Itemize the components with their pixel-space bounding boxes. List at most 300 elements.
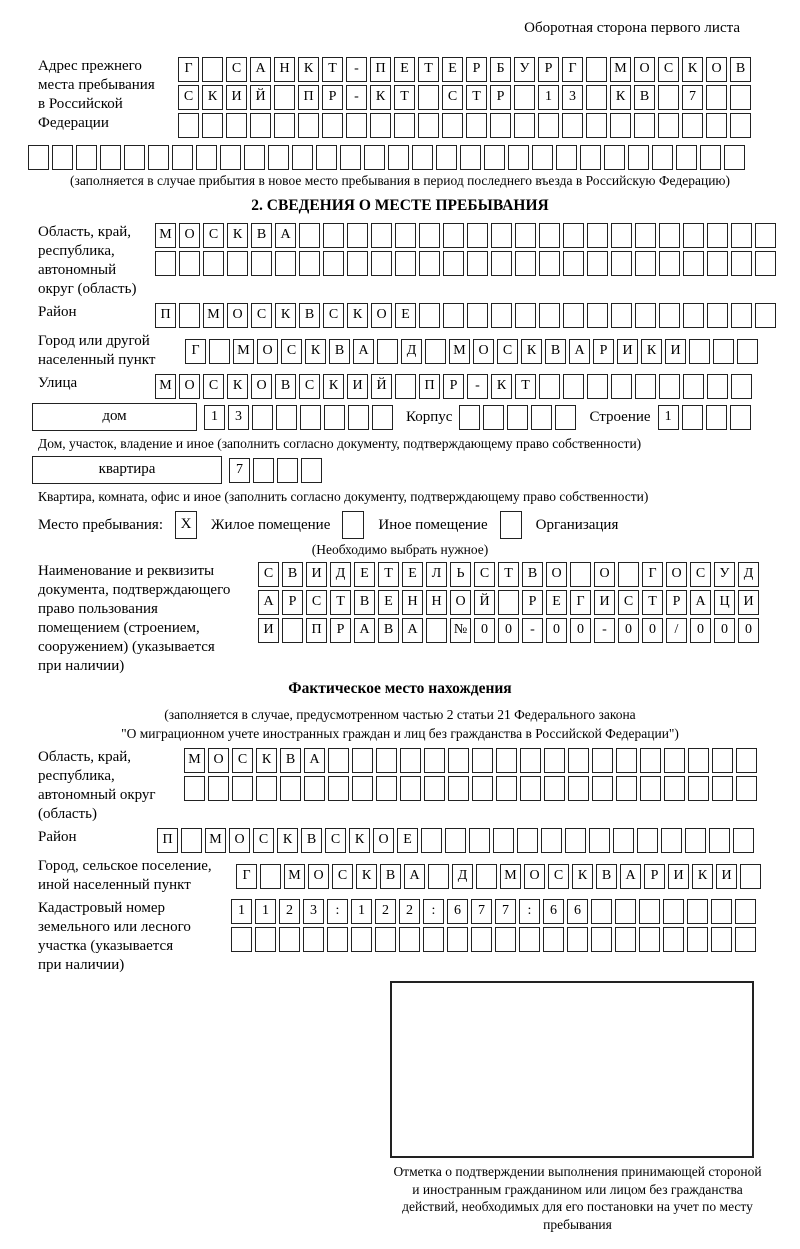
char-box: О bbox=[179, 223, 200, 248]
char-box bbox=[707, 223, 728, 248]
char-box bbox=[347, 251, 368, 276]
char-box bbox=[563, 374, 584, 399]
char-box bbox=[618, 562, 639, 587]
char-box: Т bbox=[515, 374, 536, 399]
char-box: П bbox=[306, 618, 327, 643]
char-box bbox=[352, 748, 373, 773]
char-box bbox=[181, 828, 202, 853]
char-box: С bbox=[618, 590, 639, 615]
char-box bbox=[460, 145, 481, 170]
char-box: Г bbox=[562, 57, 583, 82]
char-box: П bbox=[419, 374, 440, 399]
char-box: 6 bbox=[567, 899, 588, 924]
char-box: К bbox=[275, 303, 296, 328]
char-box: Ц bbox=[714, 590, 735, 615]
char-box bbox=[274, 113, 295, 138]
char-box bbox=[231, 927, 252, 952]
char-box: К bbox=[610, 85, 631, 110]
field-factual-oblast bbox=[8, 748, 792, 824]
char-box: Г bbox=[236, 864, 257, 889]
char-box bbox=[275, 251, 296, 276]
char-box: К bbox=[277, 828, 298, 853]
char-box bbox=[755, 223, 776, 248]
char-box bbox=[226, 113, 247, 138]
char-box bbox=[659, 251, 680, 276]
char-box: 3 bbox=[228, 405, 249, 430]
char-box: С bbox=[203, 374, 224, 399]
char-box: А bbox=[354, 618, 375, 643]
char-box: Н bbox=[426, 590, 447, 615]
char-box bbox=[418, 113, 439, 138]
char-box bbox=[563, 251, 584, 276]
box-row bbox=[184, 776, 760, 801]
char-box: С bbox=[258, 562, 279, 587]
char-box bbox=[682, 405, 703, 430]
char-box bbox=[591, 927, 612, 952]
char-box bbox=[735, 899, 756, 924]
char-box bbox=[347, 223, 368, 248]
char-box: А bbox=[250, 57, 271, 82]
char-box bbox=[659, 374, 680, 399]
char-box: А bbox=[404, 864, 425, 889]
char-box bbox=[634, 113, 655, 138]
char-box: И bbox=[347, 374, 368, 399]
char-box: К bbox=[682, 57, 703, 82]
char-box: К bbox=[202, 85, 223, 110]
char-box: И bbox=[665, 339, 686, 364]
factual-title: Фактическое место нахождения bbox=[288, 680, 512, 697]
char-box: Т bbox=[642, 590, 663, 615]
char-box bbox=[280, 776, 301, 801]
ulitsa-label: Улица bbox=[38, 375, 78, 391]
char-box: М bbox=[155, 374, 176, 399]
char-box bbox=[202, 57, 223, 82]
char-box: О bbox=[373, 828, 394, 853]
row-mesto-prebyvaniya bbox=[8, 511, 792, 539]
char-box bbox=[493, 828, 514, 853]
char-box bbox=[514, 85, 535, 110]
char-box: С bbox=[203, 223, 224, 248]
char-box bbox=[676, 145, 697, 170]
char-box bbox=[587, 251, 608, 276]
char-box bbox=[541, 828, 562, 853]
char-box bbox=[323, 223, 344, 248]
char-box: Л bbox=[426, 562, 447, 587]
char-box bbox=[364, 145, 385, 170]
char-box: Ь bbox=[450, 562, 471, 587]
char-box bbox=[300, 405, 321, 430]
char-box: П bbox=[157, 828, 178, 853]
char-box: Д bbox=[452, 864, 473, 889]
char-box bbox=[428, 864, 449, 889]
char-box: Т bbox=[498, 562, 519, 587]
char-box bbox=[730, 405, 751, 430]
char-box: В bbox=[251, 223, 272, 248]
char-box: М bbox=[500, 864, 521, 889]
field-document bbox=[8, 562, 792, 676]
char-box: Е bbox=[394, 57, 415, 82]
char-box: М bbox=[205, 828, 226, 853]
char-box bbox=[399, 927, 420, 952]
char-box: Р bbox=[330, 618, 351, 643]
char-box bbox=[394, 113, 415, 138]
char-box: О bbox=[634, 57, 655, 82]
char-box bbox=[616, 776, 637, 801]
char-box bbox=[659, 223, 680, 248]
char-box bbox=[755, 251, 776, 276]
char-box: С bbox=[178, 85, 199, 110]
char-box bbox=[124, 145, 145, 170]
char-box bbox=[683, 374, 704, 399]
char-box: В bbox=[280, 748, 301, 773]
char-box: В bbox=[522, 562, 543, 587]
char-box bbox=[340, 145, 361, 170]
char-box bbox=[563, 223, 584, 248]
char-box: И bbox=[258, 618, 279, 643]
char-box: Д bbox=[738, 562, 759, 587]
char-box: К bbox=[521, 339, 542, 364]
kvartira-note: Квартира, комната, офис и иное (заполнить согласно документу, подтверждающему право собственности) bbox=[38, 489, 649, 504]
box-row bbox=[157, 828, 757, 853]
char-box bbox=[491, 303, 512, 328]
char-box bbox=[711, 899, 732, 924]
char-box bbox=[604, 145, 625, 170]
char-box: О bbox=[227, 303, 248, 328]
char-box bbox=[658, 85, 679, 110]
row-dom bbox=[8, 403, 792, 431]
char-box bbox=[328, 748, 349, 773]
raion-label: Район bbox=[38, 304, 77, 320]
char-box bbox=[663, 899, 684, 924]
char-box: У bbox=[514, 57, 535, 82]
char-box bbox=[635, 251, 656, 276]
char-box bbox=[508, 145, 529, 170]
char-box: - bbox=[467, 374, 488, 399]
box-row bbox=[184, 748, 760, 773]
char-box bbox=[730, 85, 751, 110]
char-box bbox=[448, 748, 469, 773]
char-box bbox=[178, 113, 199, 138]
char-box bbox=[713, 339, 734, 364]
char-box bbox=[515, 303, 536, 328]
char-box bbox=[424, 748, 445, 773]
char-box bbox=[688, 748, 709, 773]
char-box bbox=[376, 748, 397, 773]
char-box: С bbox=[548, 864, 569, 889]
char-box: М bbox=[203, 303, 224, 328]
option-inoe-label: Иное помещение bbox=[378, 516, 488, 533]
char-box: И bbox=[594, 590, 615, 615]
char-box bbox=[544, 776, 565, 801]
char-box: Е bbox=[395, 303, 416, 328]
char-box bbox=[303, 927, 324, 952]
field-factual-raion bbox=[8, 828, 792, 853]
char-box bbox=[292, 145, 313, 170]
char-box bbox=[737, 339, 758, 364]
char-box bbox=[372, 405, 393, 430]
char-box: 0 bbox=[714, 618, 735, 643]
char-box: А bbox=[353, 339, 374, 364]
char-box bbox=[640, 748, 661, 773]
char-box bbox=[388, 145, 409, 170]
kadastr-label: Кадастровый номер земельного или лесного участка (указывается при наличии) bbox=[38, 900, 191, 973]
char-box: Б bbox=[490, 57, 511, 82]
char-box bbox=[443, 251, 464, 276]
char-box: Е bbox=[378, 590, 399, 615]
factual-note-line2: "О миграционном учете иностранных граждан и лиц без гражданства в Российской Федерации") bbox=[121, 726, 679, 741]
char-box bbox=[611, 223, 632, 248]
char-box: 6 bbox=[447, 899, 468, 924]
char-box bbox=[616, 748, 637, 773]
box-row bbox=[178, 113, 754, 138]
char-box bbox=[496, 748, 517, 773]
char-box: К bbox=[692, 864, 713, 889]
char-box: Н bbox=[274, 57, 295, 82]
char-box bbox=[256, 776, 277, 801]
char-box: А bbox=[275, 223, 296, 248]
char-box: / bbox=[666, 618, 687, 643]
char-box bbox=[253, 458, 274, 483]
char-box: К bbox=[572, 864, 593, 889]
char-box bbox=[731, 374, 752, 399]
checkbox-organizatsiya bbox=[500, 511, 522, 539]
char-box bbox=[628, 145, 649, 170]
char-box bbox=[520, 748, 541, 773]
char-box bbox=[260, 864, 281, 889]
option-zhiloe-label: Жилое помещение bbox=[211, 516, 331, 533]
char-box: С bbox=[497, 339, 518, 364]
box-row bbox=[155, 223, 779, 248]
char-box: К bbox=[227, 374, 248, 399]
char-box bbox=[371, 251, 392, 276]
char-box bbox=[731, 223, 752, 248]
char-box bbox=[706, 85, 727, 110]
char-box: В bbox=[730, 57, 751, 82]
char-box: - bbox=[522, 618, 543, 643]
char-box bbox=[252, 405, 273, 430]
char-box bbox=[639, 927, 660, 952]
char-box bbox=[689, 339, 710, 364]
char-box bbox=[52, 145, 73, 170]
char-box: № bbox=[450, 618, 471, 643]
field-kadastr bbox=[8, 899, 792, 975]
char-box bbox=[613, 828, 634, 853]
char-box: Р bbox=[644, 864, 665, 889]
char-box: С bbox=[306, 590, 327, 615]
char-box bbox=[685, 828, 706, 853]
char-box: 7 bbox=[682, 85, 703, 110]
char-box bbox=[469, 828, 490, 853]
char-box: 0 bbox=[570, 618, 591, 643]
char-box: К bbox=[347, 303, 368, 328]
char-box bbox=[731, 251, 752, 276]
char-box bbox=[324, 405, 345, 430]
char-box: М bbox=[184, 748, 205, 773]
char-box: 2 bbox=[399, 899, 420, 924]
char-box bbox=[532, 145, 553, 170]
checkbox-zhiloe: X bbox=[175, 511, 197, 539]
char-box bbox=[580, 145, 601, 170]
char-box bbox=[565, 828, 586, 853]
char-box: В bbox=[282, 562, 303, 587]
char-box bbox=[203, 251, 224, 276]
char-box bbox=[232, 776, 253, 801]
char-box bbox=[498, 590, 519, 615]
char-box: 6 bbox=[543, 899, 564, 924]
dom-field: дом bbox=[32, 403, 197, 431]
char-box: 1 bbox=[538, 85, 559, 110]
char-box: С bbox=[442, 85, 463, 110]
char-box bbox=[472, 748, 493, 773]
section2-title: 2. СВЕДЕНИЯ О МЕСТЕ ПРЕБЫВАНИЯ bbox=[251, 197, 549, 214]
option-organizatsiya-label: Организация bbox=[535, 516, 619, 533]
char-box bbox=[538, 113, 559, 138]
char-box: О bbox=[450, 590, 471, 615]
char-box bbox=[755, 303, 776, 328]
box-row bbox=[178, 85, 754, 110]
char-box bbox=[28, 145, 49, 170]
char-box bbox=[736, 748, 757, 773]
char-box: 3 bbox=[562, 85, 583, 110]
char-box bbox=[299, 251, 320, 276]
char-box bbox=[209, 339, 230, 364]
char-box bbox=[514, 113, 535, 138]
char-box bbox=[196, 145, 217, 170]
char-box bbox=[539, 303, 560, 328]
box-row bbox=[236, 864, 764, 889]
char-box bbox=[279, 927, 300, 952]
char-box bbox=[683, 223, 704, 248]
char-box: О bbox=[594, 562, 615, 587]
char-box: Г bbox=[570, 590, 591, 615]
char-box bbox=[328, 776, 349, 801]
char-box bbox=[436, 145, 457, 170]
char-box: Е bbox=[402, 562, 423, 587]
box-row bbox=[229, 458, 325, 483]
char-box bbox=[707, 374, 728, 399]
box-row bbox=[258, 618, 762, 643]
char-box bbox=[507, 405, 528, 430]
char-box bbox=[466, 113, 487, 138]
char-box bbox=[419, 251, 440, 276]
char-box: О bbox=[208, 748, 229, 773]
char-box: 7 bbox=[229, 458, 250, 483]
char-box: 1 bbox=[658, 405, 679, 430]
char-box: О bbox=[546, 562, 567, 587]
char-box: 0 bbox=[618, 618, 639, 643]
char-box: С bbox=[253, 828, 274, 853]
gorod-label: Город или другой населенный пункт bbox=[38, 333, 156, 368]
char-box: 2 bbox=[279, 899, 300, 924]
char-box bbox=[250, 113, 271, 138]
char-box bbox=[472, 776, 493, 801]
factual-note-line1: (заполняется в случае, предусмотренном частью 2 статьи 21 Федерального закона bbox=[164, 707, 636, 722]
char-box: Р bbox=[522, 590, 543, 615]
char-box: О bbox=[251, 374, 272, 399]
char-box: 3 bbox=[303, 899, 324, 924]
char-box bbox=[490, 113, 511, 138]
char-box: К bbox=[227, 223, 248, 248]
box-row bbox=[204, 405, 396, 430]
char-box bbox=[425, 339, 446, 364]
char-box bbox=[730, 113, 751, 138]
char-box bbox=[539, 251, 560, 276]
char-box bbox=[611, 303, 632, 328]
char-box: Й bbox=[250, 85, 271, 110]
char-box: Р bbox=[466, 57, 487, 82]
char-box: Е bbox=[546, 590, 567, 615]
char-box: С bbox=[332, 864, 353, 889]
char-box bbox=[707, 251, 728, 276]
char-box bbox=[370, 113, 391, 138]
char-box bbox=[442, 113, 463, 138]
char-box: Д bbox=[330, 562, 351, 587]
char-box bbox=[395, 223, 416, 248]
char-box: В bbox=[545, 339, 566, 364]
char-box bbox=[202, 113, 223, 138]
document-label: Наименование и реквизиты документа, подтверждающего право пользования помещением (строением, сооружением) (указывается при наличии) bbox=[38, 563, 231, 674]
char-box: С bbox=[232, 748, 253, 773]
char-box bbox=[706, 405, 727, 430]
char-box bbox=[424, 776, 445, 801]
char-box bbox=[610, 113, 631, 138]
char-box: К bbox=[298, 57, 319, 82]
char-box bbox=[586, 57, 607, 82]
char-box bbox=[443, 303, 464, 328]
stamp-box bbox=[390, 981, 754, 1158]
char-box bbox=[611, 374, 632, 399]
field-factual-gorod bbox=[8, 857, 792, 895]
char-box bbox=[687, 927, 708, 952]
field-ulitsa bbox=[8, 374, 792, 399]
box-row bbox=[231, 899, 759, 924]
char-box bbox=[515, 251, 536, 276]
char-box: А bbox=[569, 339, 590, 364]
char-box bbox=[148, 145, 169, 170]
char-box bbox=[323, 251, 344, 276]
kvartira-field: квартира bbox=[32, 456, 222, 484]
stroenie-label: Строение bbox=[589, 408, 651, 425]
char-box bbox=[274, 85, 295, 110]
char-box: В bbox=[596, 864, 617, 889]
checkbox-inoe bbox=[342, 511, 364, 539]
char-box bbox=[712, 748, 733, 773]
char-box bbox=[556, 145, 577, 170]
char-box: П bbox=[155, 303, 176, 328]
char-box bbox=[682, 113, 703, 138]
char-box: Р bbox=[593, 339, 614, 364]
field-oblast bbox=[8, 223, 792, 299]
char-box bbox=[611, 251, 632, 276]
char-box: - bbox=[346, 85, 367, 110]
factual-gorod-label: Город, сельское поселение, иной населенный пункт bbox=[38, 858, 212, 893]
char-box: Р bbox=[538, 57, 559, 82]
char-box: С bbox=[226, 57, 247, 82]
char-box bbox=[706, 113, 727, 138]
char-box: П bbox=[370, 57, 391, 82]
char-box: 1 bbox=[231, 899, 252, 924]
box-row bbox=[658, 405, 754, 430]
char-box: 2 bbox=[375, 899, 396, 924]
char-box: К bbox=[491, 374, 512, 399]
box-row bbox=[185, 339, 761, 364]
box-row bbox=[155, 251, 779, 276]
char-box: К bbox=[370, 85, 391, 110]
char-box bbox=[586, 85, 607, 110]
char-box bbox=[539, 374, 560, 399]
char-box bbox=[419, 303, 440, 328]
char-box bbox=[515, 223, 536, 248]
